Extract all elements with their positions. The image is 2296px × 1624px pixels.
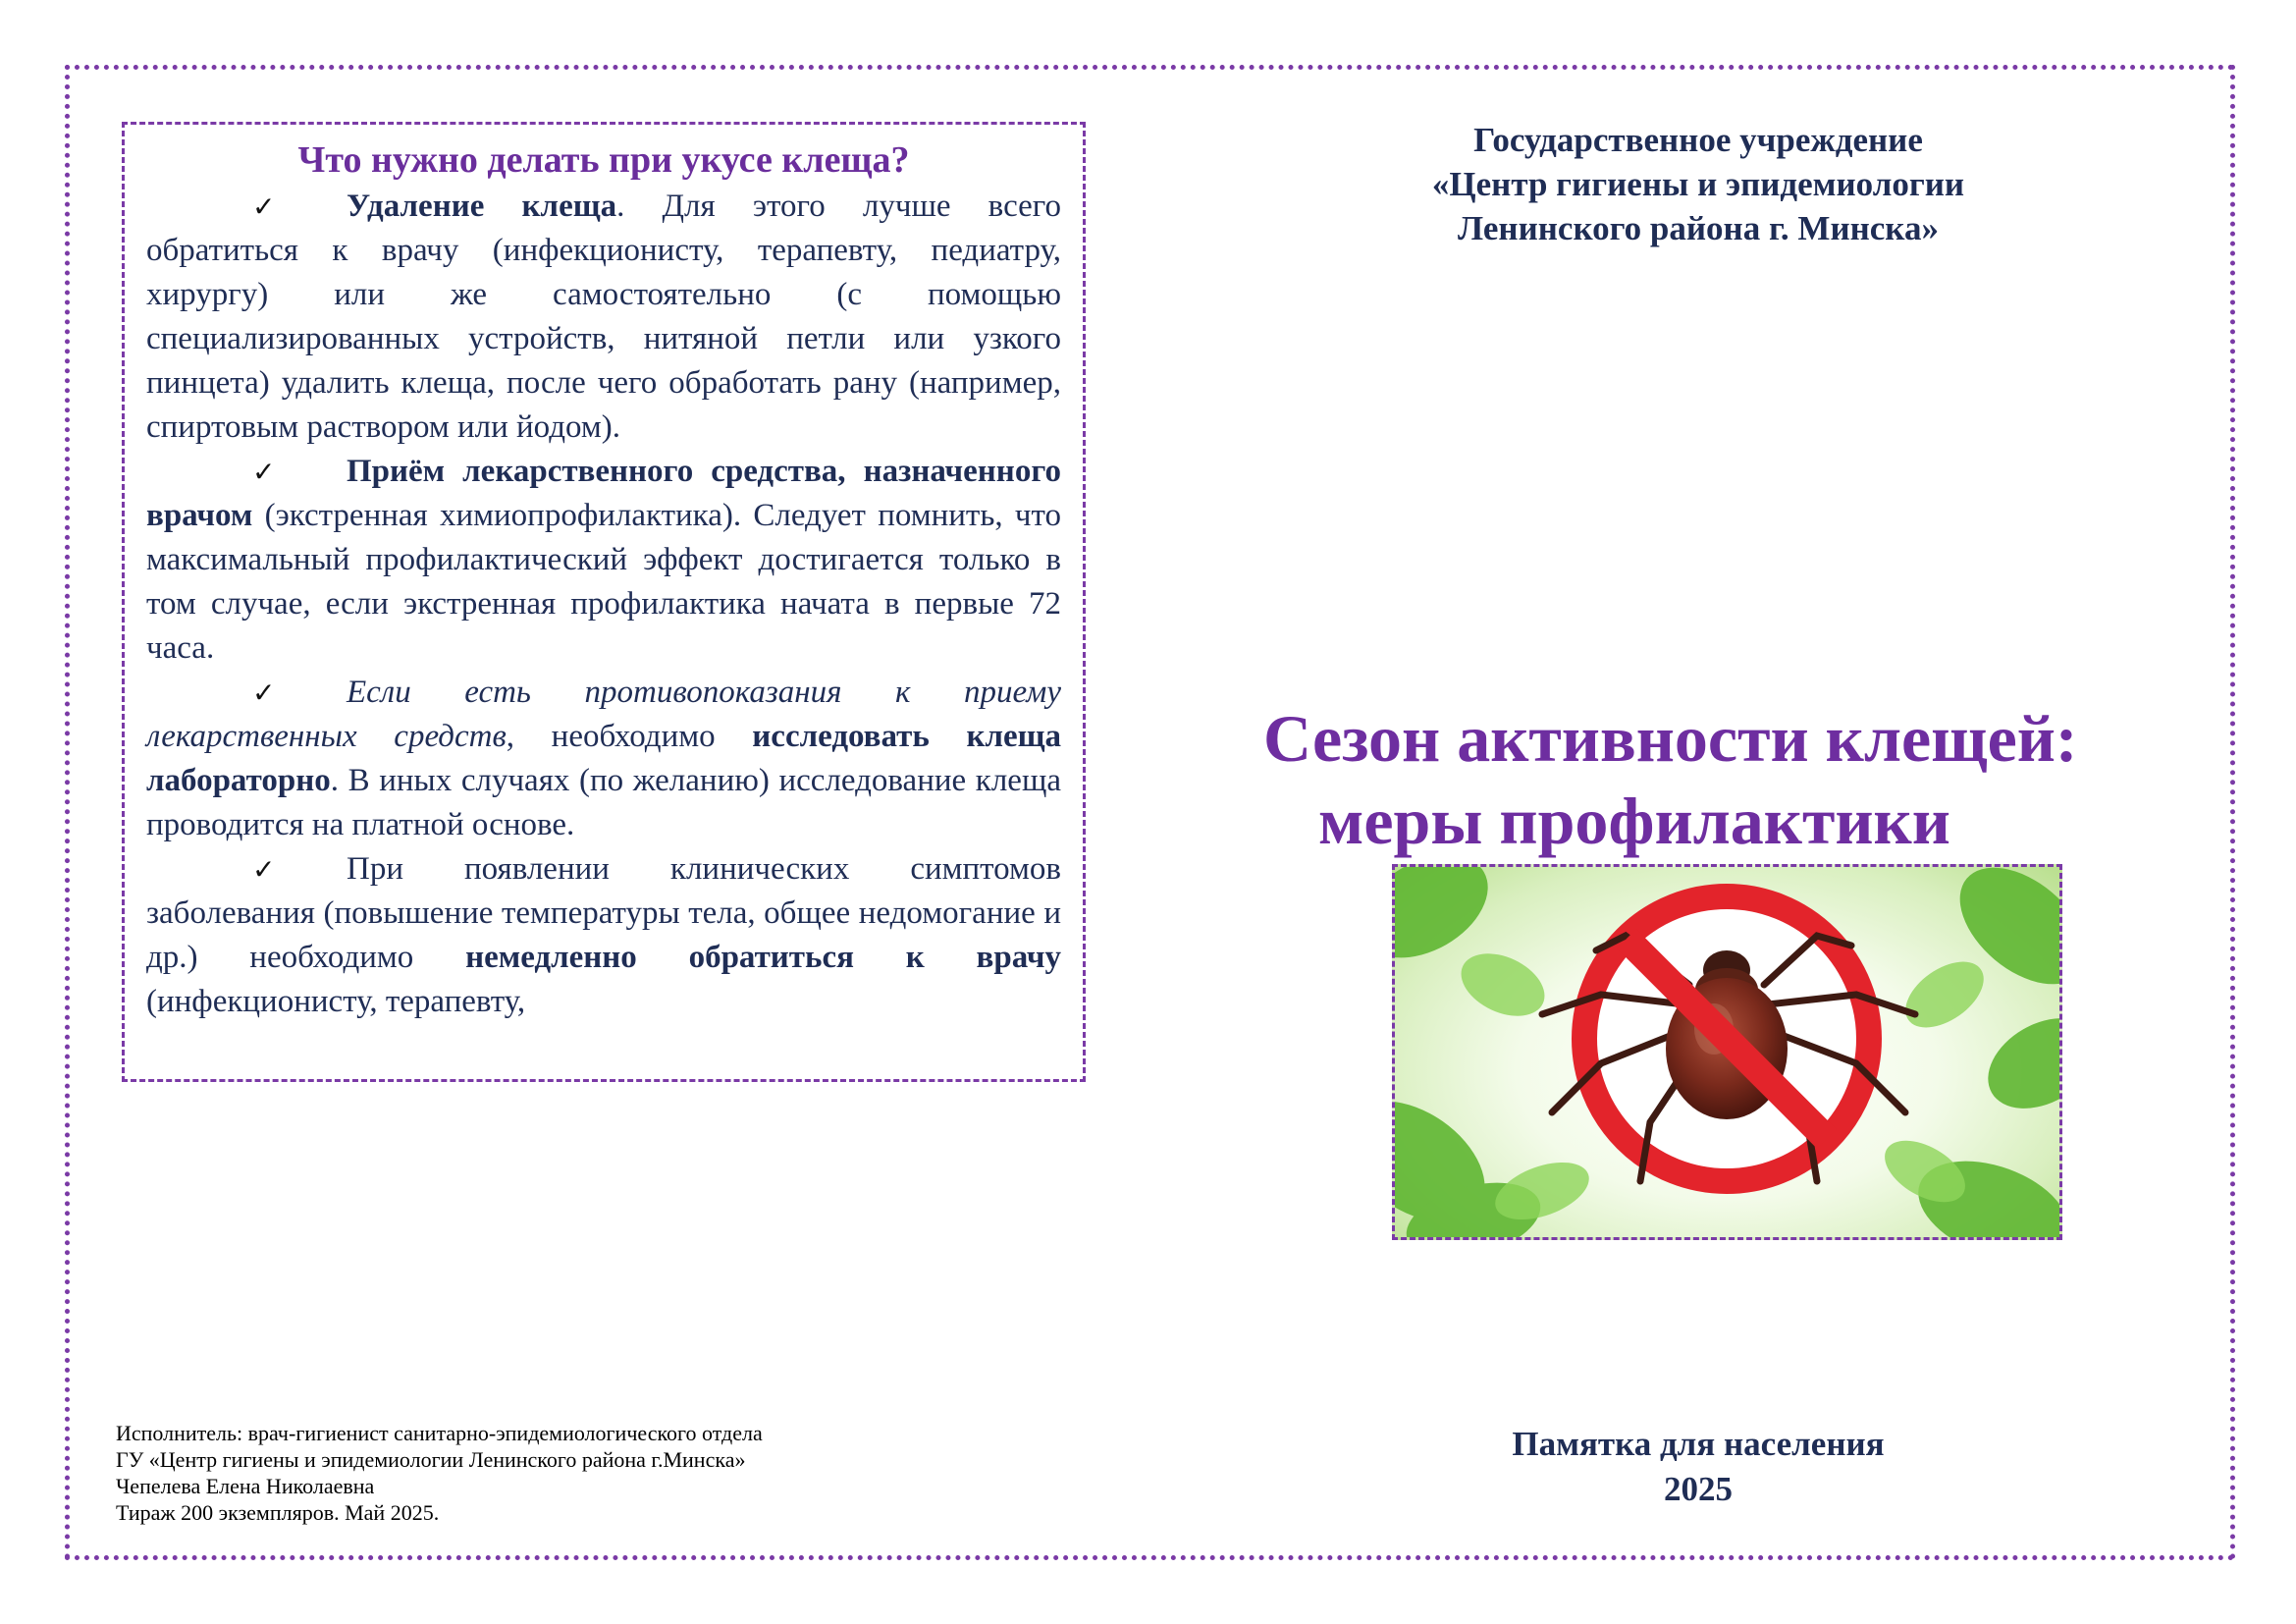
item-text: (инфекционисту, терапевту, [146, 984, 526, 1019]
main-title-line1: Сезон активности клещей: [1263, 701, 2078, 776]
leaflet-footer [1404, 1422, 1993, 1512]
footer-line: Памятка для населения [1512, 1425, 1885, 1463]
credits-block [116, 1420, 999, 1526]
item-bold: Приём лекарственного средства, назначенного врачом [146, 454, 1061, 533]
item-text: , необходимо [506, 719, 753, 754]
main-title [1217, 697, 2179, 862]
item-italic: Если есть противопоказания к приему лекарственных средств [146, 675, 1061, 754]
item-bold: Удаление клеща [347, 189, 617, 224]
item-text: При появлении клинических симптомов заболевания (повышение температуры тела, общее недомогание и др.) необходимо [146, 851, 1061, 975]
footer-year: 2025 [1664, 1470, 1733, 1508]
credits-line: ГУ «Центр гигиены и эпидемиологии Ленинского района г.Минска» [116, 1447, 746, 1472]
list-item-lab-test [146, 671, 1061, 847]
main-title-line2: меры профилактики [1318, 784, 1950, 858]
list-item-medication [146, 450, 1061, 671]
org-header-line: Ленинского района г. Минска» [1458, 209, 1939, 247]
item-text: (экстренная химиопрофилактика). Следует помнить, что максимальный профилактический эффект достигается только в том случае, если экстренная профилактика начата в первые 72 часа. [146, 498, 1061, 666]
item-bold: исследовать клеща лабораторно [146, 719, 1061, 798]
credits-line: Чепелева Елена Николаевна [116, 1474, 375, 1498]
checkmark-icon: ✓ [252, 853, 276, 886]
list-item-see-doctor [146, 847, 1061, 1024]
item-bold: немедленно обратиться к врачу [465, 940, 1061, 975]
org-header-line: «Центр гигиены и эпидемиологии [1431, 165, 1965, 203]
item-text: . Для этого лучше всего обратиться к врачу (инфекционисту, терапевту, педиатру, хирургу) или же самостоятельно (с помощью специализированных устройств, нитяной петли или узкого пинцета) удалить клеща, после чего обработать рану (например, спиртовым раствором или йодом). [146, 189, 1061, 445]
checkmark-icon: ✓ [252, 456, 276, 488]
credits-line: Исполнитель: врач-гигиенист санитарно-эпидемиологического отдела [116, 1421, 763, 1445]
item-text: . В иных случаях (по желанию) исследование клеща проводится на платной основе. [146, 763, 1061, 842]
checkmark-icon: ✓ [252, 677, 276, 709]
checkmark-icon: ✓ [252, 190, 276, 223]
org-header-line: Государственное учреждение [1473, 121, 1923, 159]
no-ticks-sign-icon [1395, 867, 2059, 1237]
no-ticks-illustration [1392, 864, 2062, 1240]
organization-header [1306, 118, 2091, 250]
credits-line: Тираж 200 экземпляров. Май 2025. [116, 1500, 440, 1525]
info-box-title: Что нужно делать при укусе клеща? [297, 139, 910, 181]
tick-bite-info-box [122, 122, 1086, 1082]
list-item-remove-tick [146, 185, 1061, 450]
